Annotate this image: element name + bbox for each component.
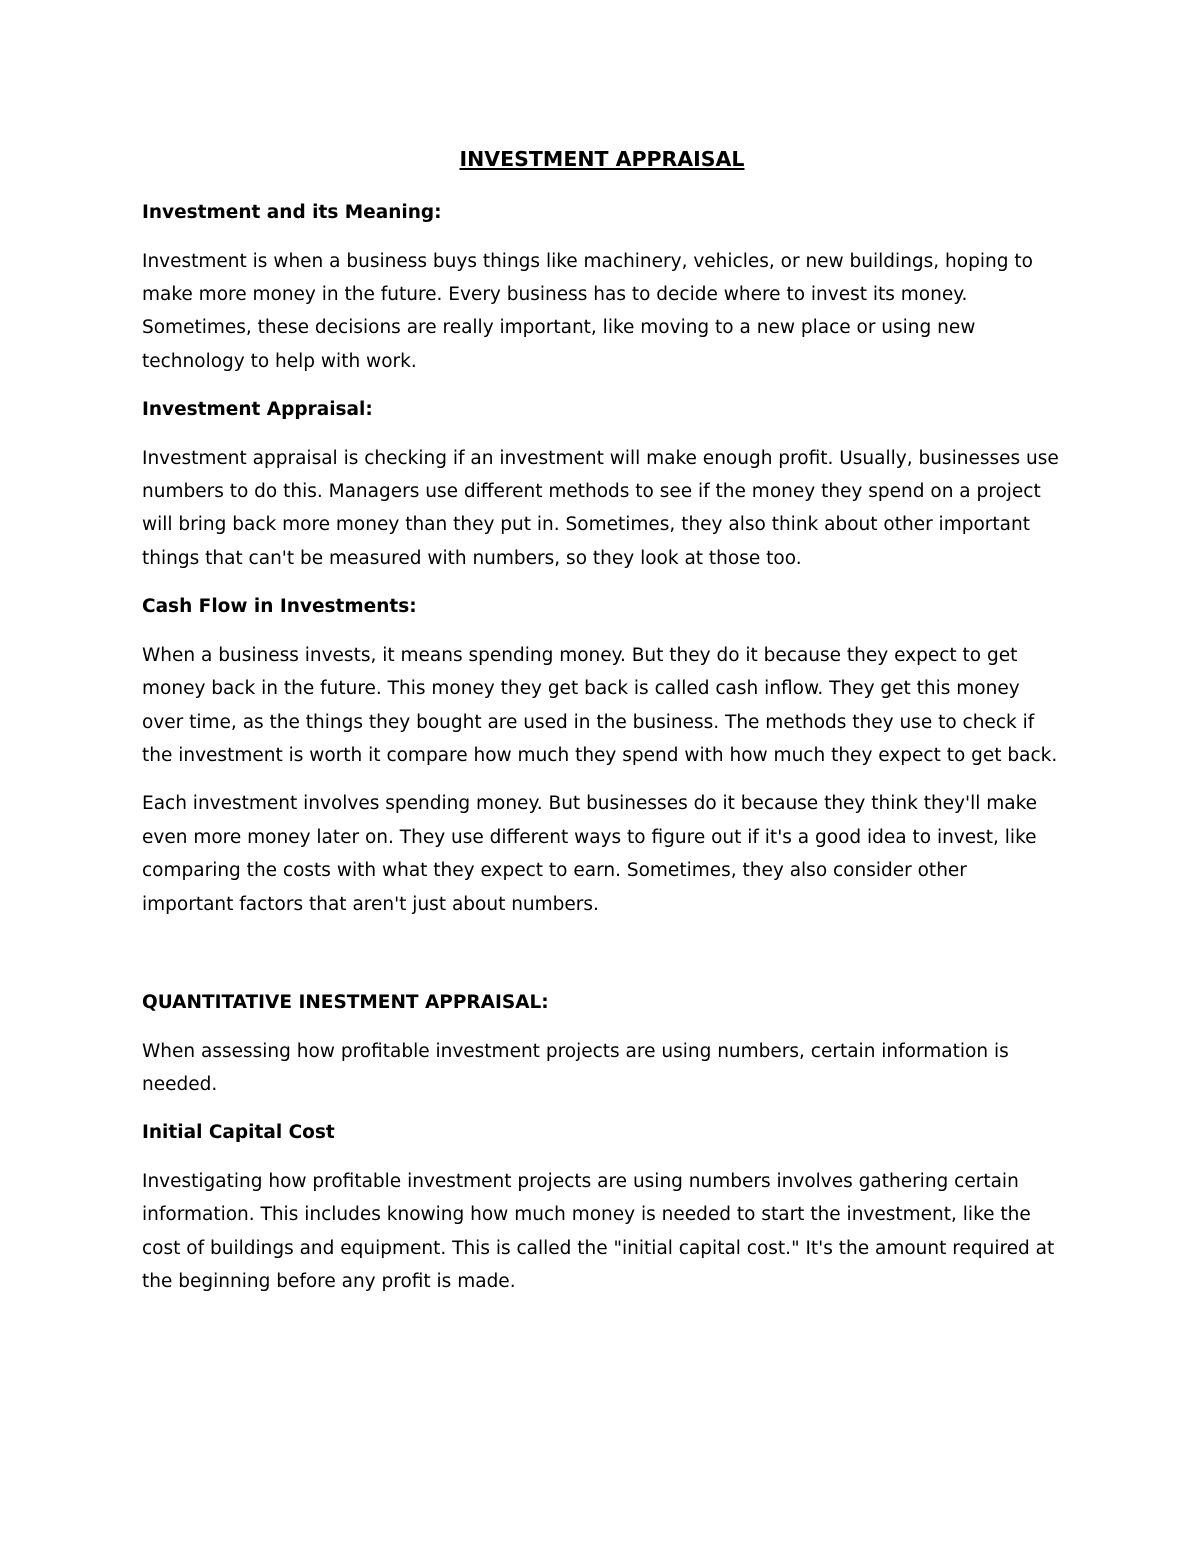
section-heading: Cash Flow in Investments: [142,596,417,618]
paragraph: Investment appraisal is checking if an investment will make enough profit. Usually, businesses use numbers to do this. Managers use different methods to see if the money they spend on a project will bring back more money than they put in. Sometimes, they also think about other important things that can't be measured with numbers, so they look at those too. [142,447,1059,569]
section-heading: Initial Capital Cost [142,1122,335,1144]
paragraph: Investigating how profitable investment projects are using numbers involves gathering certain information. This includes knowing how much money is needed to start the investment, like the cost of buildings and equipment. This is called the "initial capital cost." It's the amount required at the beginning before any profit is made. [142,1170,1055,1293]
paragraph: When a business invests, it means spending money. But they do it because they expect to get money back in the future. This money they get back is called cash inflow. They get this money over time, as the things they bought are used in the business. The methods they use to check if the investment is worth it compare how much they spend with how much they expect to get back. [142,644,1058,766]
section-investment-meaning [142,196,1062,378]
section-heading: QUANTITATIVE INESTMENT APPRAISAL: [142,992,549,1013]
section-investment-appraisal [142,393,1062,575]
section-heading: Investment and its Meaning: [142,202,442,223]
section-cash-flow [142,590,1062,921]
document-page [142,143,1062,1313]
section-quantitative-appraisal [142,986,1062,1101]
paragraph: Investment is when a business buys things like machinery, vehicles, or new buildings, hoping to make more money in the future. Every business has to decide where to invest its money. Sometimes, these decisions are really important, like moving to a new place or using new technology to help with work. [142,250,1033,372]
document-title: INVESTMENT APPRAISAL [459,147,745,171]
paragraph: Each investment involves spending money. But businesses do it because they think they'll make even more money later on. They use different ways to figure out if it's a good idea to invest, like comparing the costs with what they expect to earn. Sometimes, they also consider other important factors that aren't just about numbers. [142,793,1038,915]
section-heading: Investment Appraisal: [142,399,373,421]
paragraph: When assessing how profitable investment projects are using numbers, certain information is needed. [142,1040,1009,1095]
blank-line [142,936,1062,986]
section-initial-capital-cost [142,1116,1062,1298]
